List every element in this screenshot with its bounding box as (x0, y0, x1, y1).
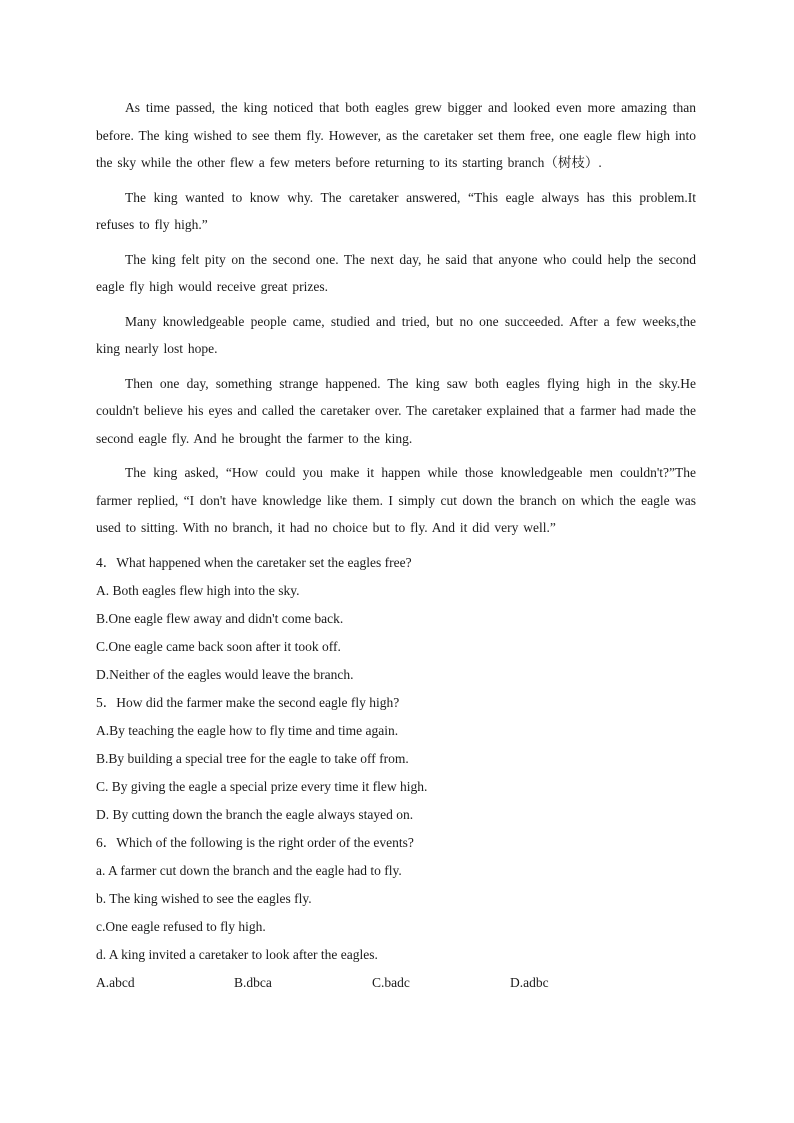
question-5-stem: 5．How did the farmer make the second eagle fly high? (96, 694, 400, 710)
question-5-option-c: C. By giving the eagle a special prize every time it flew high. (96, 778, 428, 794)
question-4-option-a: A. Both eagles flew high into the sky. (96, 582, 300, 598)
question-5-option-d: D. By cutting down the branch the eagle always stayed on. (96, 806, 414, 822)
question-6-option-d: D.adbc (510, 974, 549, 990)
question-6-event-b: b. The king wished to see the eagles fly. (96, 890, 312, 906)
passage-paragraph-6: The king asked, “How could you make it happen while those knowledgeable men couldn't?”The farmer replied, “I don't have knowledge like them. I simply cut down the branch on which the eagle was used to sitting. With no branch, it had no choice but to fly. And it did very well.” (96, 465, 696, 535)
question-6-option-c: C.badc (372, 974, 410, 990)
question-4 (96, 549, 696, 689)
question-6-option-a: A.abcd (96, 974, 135, 990)
question-4-option-b: B.One eagle flew away and didn't come back. (96, 610, 344, 626)
question-5 (96, 689, 696, 829)
question-6-event-c: c.One eagle refused to fly high. (96, 918, 266, 934)
passage-paragraph-2: The king wanted to know why. The caretaker answered, “This eagle always has this problem.It refuses to fly high.” (96, 189, 696, 232)
document-page (96, 94, 696, 997)
question-6-event-a: a. A farmer cut down the branch and the eagle had to fly. (96, 862, 402, 878)
question-4-option-c: C.One eagle came back soon after it took off. (96, 638, 341, 654)
passage-paragraph-5: Then one day, something strange happened. The king saw both eagles flying high in the sky.He couldn't believe his eyes and called the caretaker over. The caretaker explained that a farmer had made the second eagle fly. And he brought the farmer to the king. (96, 375, 696, 446)
passage-paragraph-4: Many knowledgeable people came, studied and tried, but no one succeeded. After a few weeks,the king nearly lost hope. (96, 313, 696, 356)
passage-paragraph-3: The king felt pity on the second one. The next day, he said that anyone who could help the second eagle fly high would receive great prizes. (96, 251, 696, 294)
question-6-stem: 6．Which of the following is the right order of the events? (96, 834, 414, 850)
question-4-stem: 4．What happened when the caretaker set the eagles free? (96, 554, 412, 570)
question-6 (96, 829, 696, 997)
question-5-option-a: A.By teaching the eagle how to fly time and time again. (96, 722, 399, 738)
question-4-option-d: D.Neither of the eagles would leave the branch. (96, 666, 354, 682)
question-6-answer-options (96, 969, 696, 997)
question-6-event-d: d. A king invited a caretaker to look after the eagles. (96, 946, 378, 962)
reading-passage (96, 94, 696, 542)
question-6-option-b: B.dbca (234, 974, 272, 990)
passage-paragraph-1: As time passed, the king noticed that both eagles grew bigger and looked even more amazing than before. The king wished to see them fly. However, as the caretaker set them free, one eagle flew high into the sky while the other flew a few meters before returning to its starting branch（树枝）. (96, 100, 696, 170)
question-5-option-b: B.By building a special tree for the eagle to take off from. (96, 750, 409, 766)
